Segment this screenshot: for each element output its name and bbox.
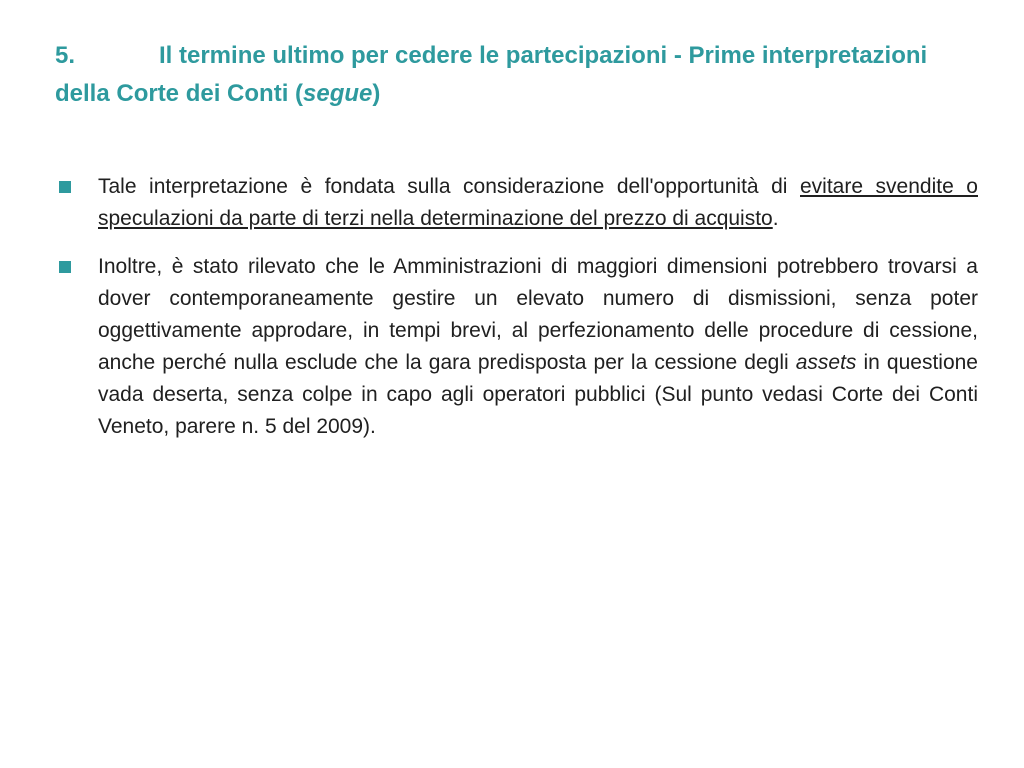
square-bullet-icon — [59, 261, 71, 273]
square-bullet-icon — [59, 181, 71, 193]
bullet-item — [56, 171, 978, 235]
bullet-list — [56, 171, 978, 459]
bullet-underlined-text: evitare svendite o speculazioni da parte di terzi nella determinazione del prezzo di acquisto — [98, 175, 978, 230]
slide-title-text: Il termine ultimo per cedere le partecipazioni - Prime interpretazioni della Corte dei Conti ( — [55, 42, 928, 107]
slide-title-number: 5. — [55, 42, 76, 69]
bullet-text-end: in questione vada deserta, senza colpe in capo agli operatori pubblici (Sul punto vedasi Corte dei Conti Veneto, parere n. 5 del 2009). — [98, 351, 978, 438]
bullet-italic-text: assets — [795, 351, 857, 374]
slide-title-italic: segue — [303, 80, 373, 107]
slide-title-end: ) — [372, 80, 381, 107]
bullet-text-end: . — [772, 207, 779, 230]
bullet-item — [56, 251, 978, 443]
bullet-text: Inoltre, è stato rilevato che le Amministrazioni di maggiori dimensioni potrebbero trovarsi a dover contemporaneamente gestire un elevato numero di dismissioni, senza poter oggettivamente approdare, in tempi brevi, al perfezionamento delle procedure di cessione, anche perché nulla esclude che la gara predisposta per la cessione degli — [98, 255, 978, 374]
bullet-text: Tale interpretazione è fondata sulla considerazione dell'opportunità di — [98, 175, 800, 198]
slide-title — [55, 37, 985, 113]
